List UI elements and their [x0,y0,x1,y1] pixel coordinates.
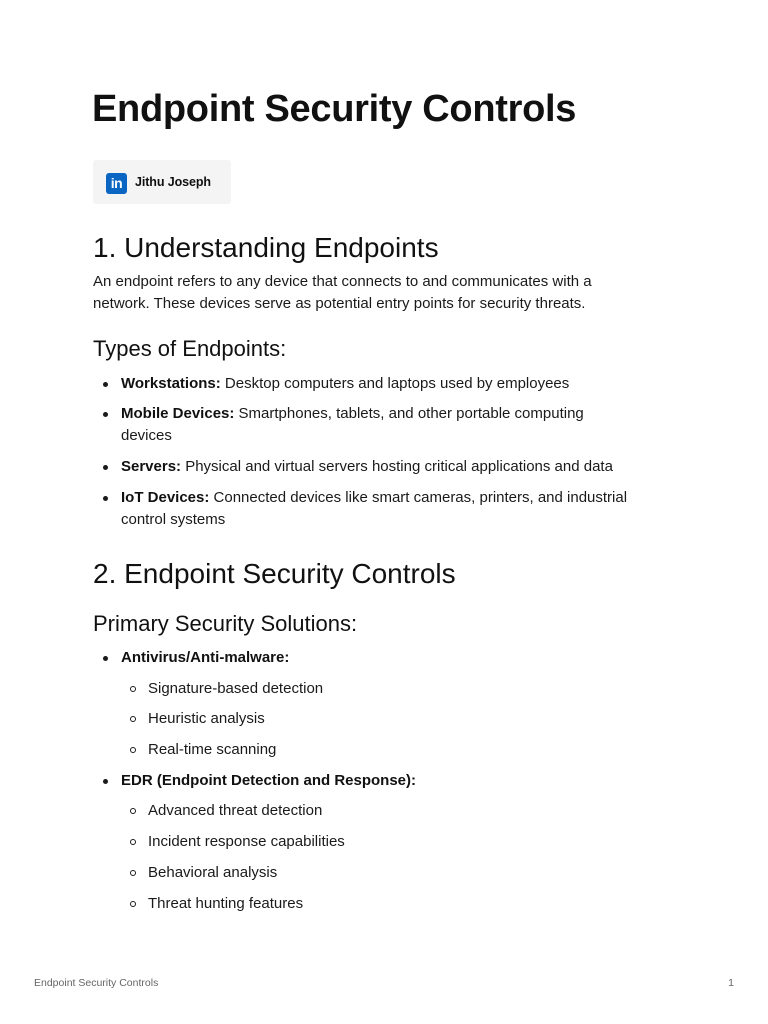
sub-list-item [148,678,688,700]
list-item-description: Connected devices like smart cameras, printers, and industrial [209,489,628,506]
bullet-icon [103,656,108,661]
author-badge [93,160,231,204]
sub-list-item-text: Heuristic analysis [148,710,265,727]
footer-document-title: Endpoint Security Controls [34,977,159,989]
list-item-term: Antivirus/Anti-malware: [121,649,290,666]
section-heading-endpoint-security-controls: 2. Endpoint Security Controls [93,558,456,589]
linkedin-icon: in [106,173,127,194]
list-item [121,373,691,395]
list-item-term: IoT Devices: [121,489,210,506]
section-heading-understanding-endpoints: 1. Understanding Endpoints [93,232,439,263]
list-item [121,487,691,531]
list-item [121,770,691,792]
footer-page-number: 1 [728,977,734,989]
hollow-bullet-icon [130,839,136,845]
bullet-icon [103,465,108,470]
sub-list-item-text: Behavioral analysis [148,864,278,881]
list-item-term: Servers: [121,458,182,475]
sub-list-item [148,862,688,884]
bullet-icon [103,412,108,417]
hollow-bullet-icon [130,808,136,814]
list-item [121,403,691,447]
list-item-description-continued: control systems [121,511,226,528]
hollow-bullet-icon [130,747,136,753]
sub-list-item [148,893,688,915]
intro-paragraph-line-1: An endpoint refers to any device that connects to and communicates with a [93,273,592,290]
list-item [121,647,691,669]
list-item-term: Mobile Devices: [121,405,235,422]
sub-list-item [148,708,688,730]
hollow-bullet-icon [130,870,136,876]
sub-list-item-text: Advanced threat detection [148,802,323,819]
document-title: Endpoint Security Controls [92,88,577,130]
hollow-bullet-icon [130,716,136,722]
sub-list-item [148,831,688,853]
subheading-types-of-endpoints: Types of Endpoints: [93,336,287,361]
sub-list-item-text: Real-time scanning [148,741,277,758]
sub-list-item [148,800,688,822]
list-item-description: Smartphones, tablets, and other portable computing [234,405,584,422]
sub-list-item-text: Incident response capabilities [148,833,345,850]
list-item-description-continued: devices [121,427,172,444]
list-item-term: EDR (Endpoint Detection and Response): [121,772,417,789]
hollow-bullet-icon [130,686,136,692]
list-item-term: Workstations: [121,375,221,392]
bullet-icon [103,779,108,784]
sub-list-item-text: Threat hunting features [148,895,304,912]
hollow-bullet-icon [130,901,136,907]
list-item [121,456,691,478]
list-item-description: Physical and virtual servers hosting critical applications and data [181,458,613,475]
subheading-primary-security-solutions: Primary Security Solutions: [93,611,358,636]
intro-paragraph-line-2: network. These devices serve as potential entry points for security threats. [93,295,586,312]
bullet-icon [103,496,108,501]
author-name: Jithu Joseph [135,175,211,189]
sub-list-item [148,739,688,761]
sub-list-item-text: Signature-based detection [148,680,324,697]
list-item-description: Desktop computers and laptops used by employees [220,375,570,392]
bullet-icon [103,382,108,387]
